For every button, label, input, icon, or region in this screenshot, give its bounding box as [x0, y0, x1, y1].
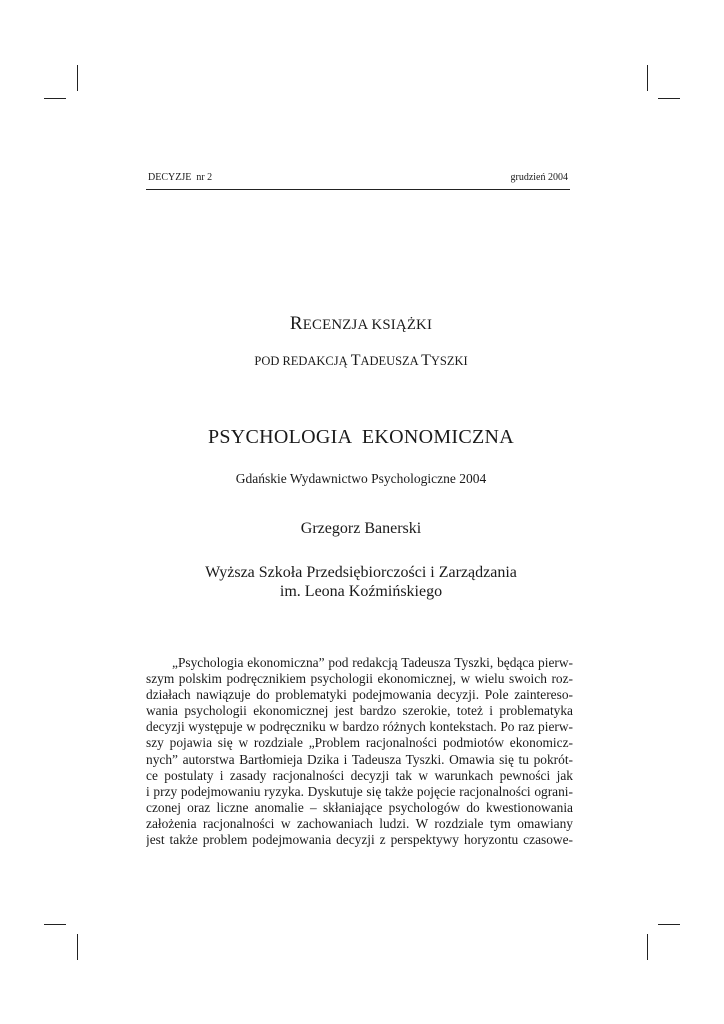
- body-line: działach nawiązuje do problematyki podejmowania decyzji. Pole zaintereso-: [146, 687, 573, 703]
- crop-mark-bottom-right-vertical: [647, 934, 648, 960]
- body-line: czonej oraz liczne anomalie – skłaniające psychologów do kwestionowania: [146, 799, 573, 815]
- journal-issue: DECYZJE nr 2: [148, 172, 213, 183]
- body-line: ce postulaty i zasady racjonalności decyzji tak w warunkach pewności jak: [146, 767, 573, 783]
- body-line: wania psychologii ekonomicznej jest bardzo szerokie, toteż i problematyka: [146, 703, 573, 719]
- publisher: Gdańskie Wydawnictwo Psychologiczne 2004: [235, 471, 487, 486]
- crop-mark-top-left-horizontal: [44, 98, 66, 99]
- crop-mark-bottom-left-horizontal: [44, 924, 66, 925]
- body-line: decyzji występuje w podręczniku w bardzo różnych kontekstach. Po raz pierw-: [146, 719, 573, 735]
- running-head: [148, 172, 568, 184]
- affiliation-line-2: im. Leona Koźmińskiego: [279, 583, 443, 600]
- body-line: „Psychologia ekonomiczna” pod redakcją Tadeusza Tyszki, będąca pierw-: [172, 655, 573, 670]
- crop-mark-bottom-right-horizontal: [658, 924, 680, 925]
- crop-mark-top-right-horizontal: [658, 98, 680, 99]
- body-line: szym polskim podręcznikiem psychologii ekonomicznej, w wielu swoich roz-: [146, 671, 573, 687]
- book-title: PSYCHOLOGIA EKONOMICZNA: [207, 426, 515, 448]
- crop-mark-top-right-vertical: [647, 65, 648, 91]
- body-line: założenia racjonalności w zachowaniach ludzi. W rozdziale tym omawiany: [146, 815, 573, 831]
- affiliation-line-1: Wyższa Szkoła Przedsiębiorczości i Zarządzania: [205, 564, 517, 581]
- review-title: RECENZJA KSIĄŻKI: [289, 313, 433, 334]
- body-line: jest także problem podejmowania decyzji z perspektywy horyzontu czasowe-: [146, 832, 573, 848]
- crop-mark-bottom-left-vertical: [77, 934, 78, 960]
- author-name: Grzegorz Banerski: [300, 520, 422, 537]
- body-paragraph: [146, 655, 573, 848]
- author-affiliation: [146, 563, 576, 601]
- review-subtitle: POD REDAKCJĄ TADEUSZA TYSZKI: [254, 352, 468, 369]
- body-line: i przy podejmowaniu ryzyka. Dyskutuje się także pojęcie racjonalności ograni-: [146, 783, 573, 799]
- header-rule: [146, 189, 570, 190]
- body-line: szy pojawia się w rozdziale „Problem racjonalności podmiotów ekonomicz-: [146, 735, 573, 751]
- crop-mark-top-left-vertical: [77, 65, 78, 91]
- issue-date: grudzień 2004: [510, 172, 568, 183]
- body-line: nych” autorstwa Bartłomieja Dzika i Tadeusza Tyszki. Omawia się tu pokrót-: [146, 751, 573, 767]
